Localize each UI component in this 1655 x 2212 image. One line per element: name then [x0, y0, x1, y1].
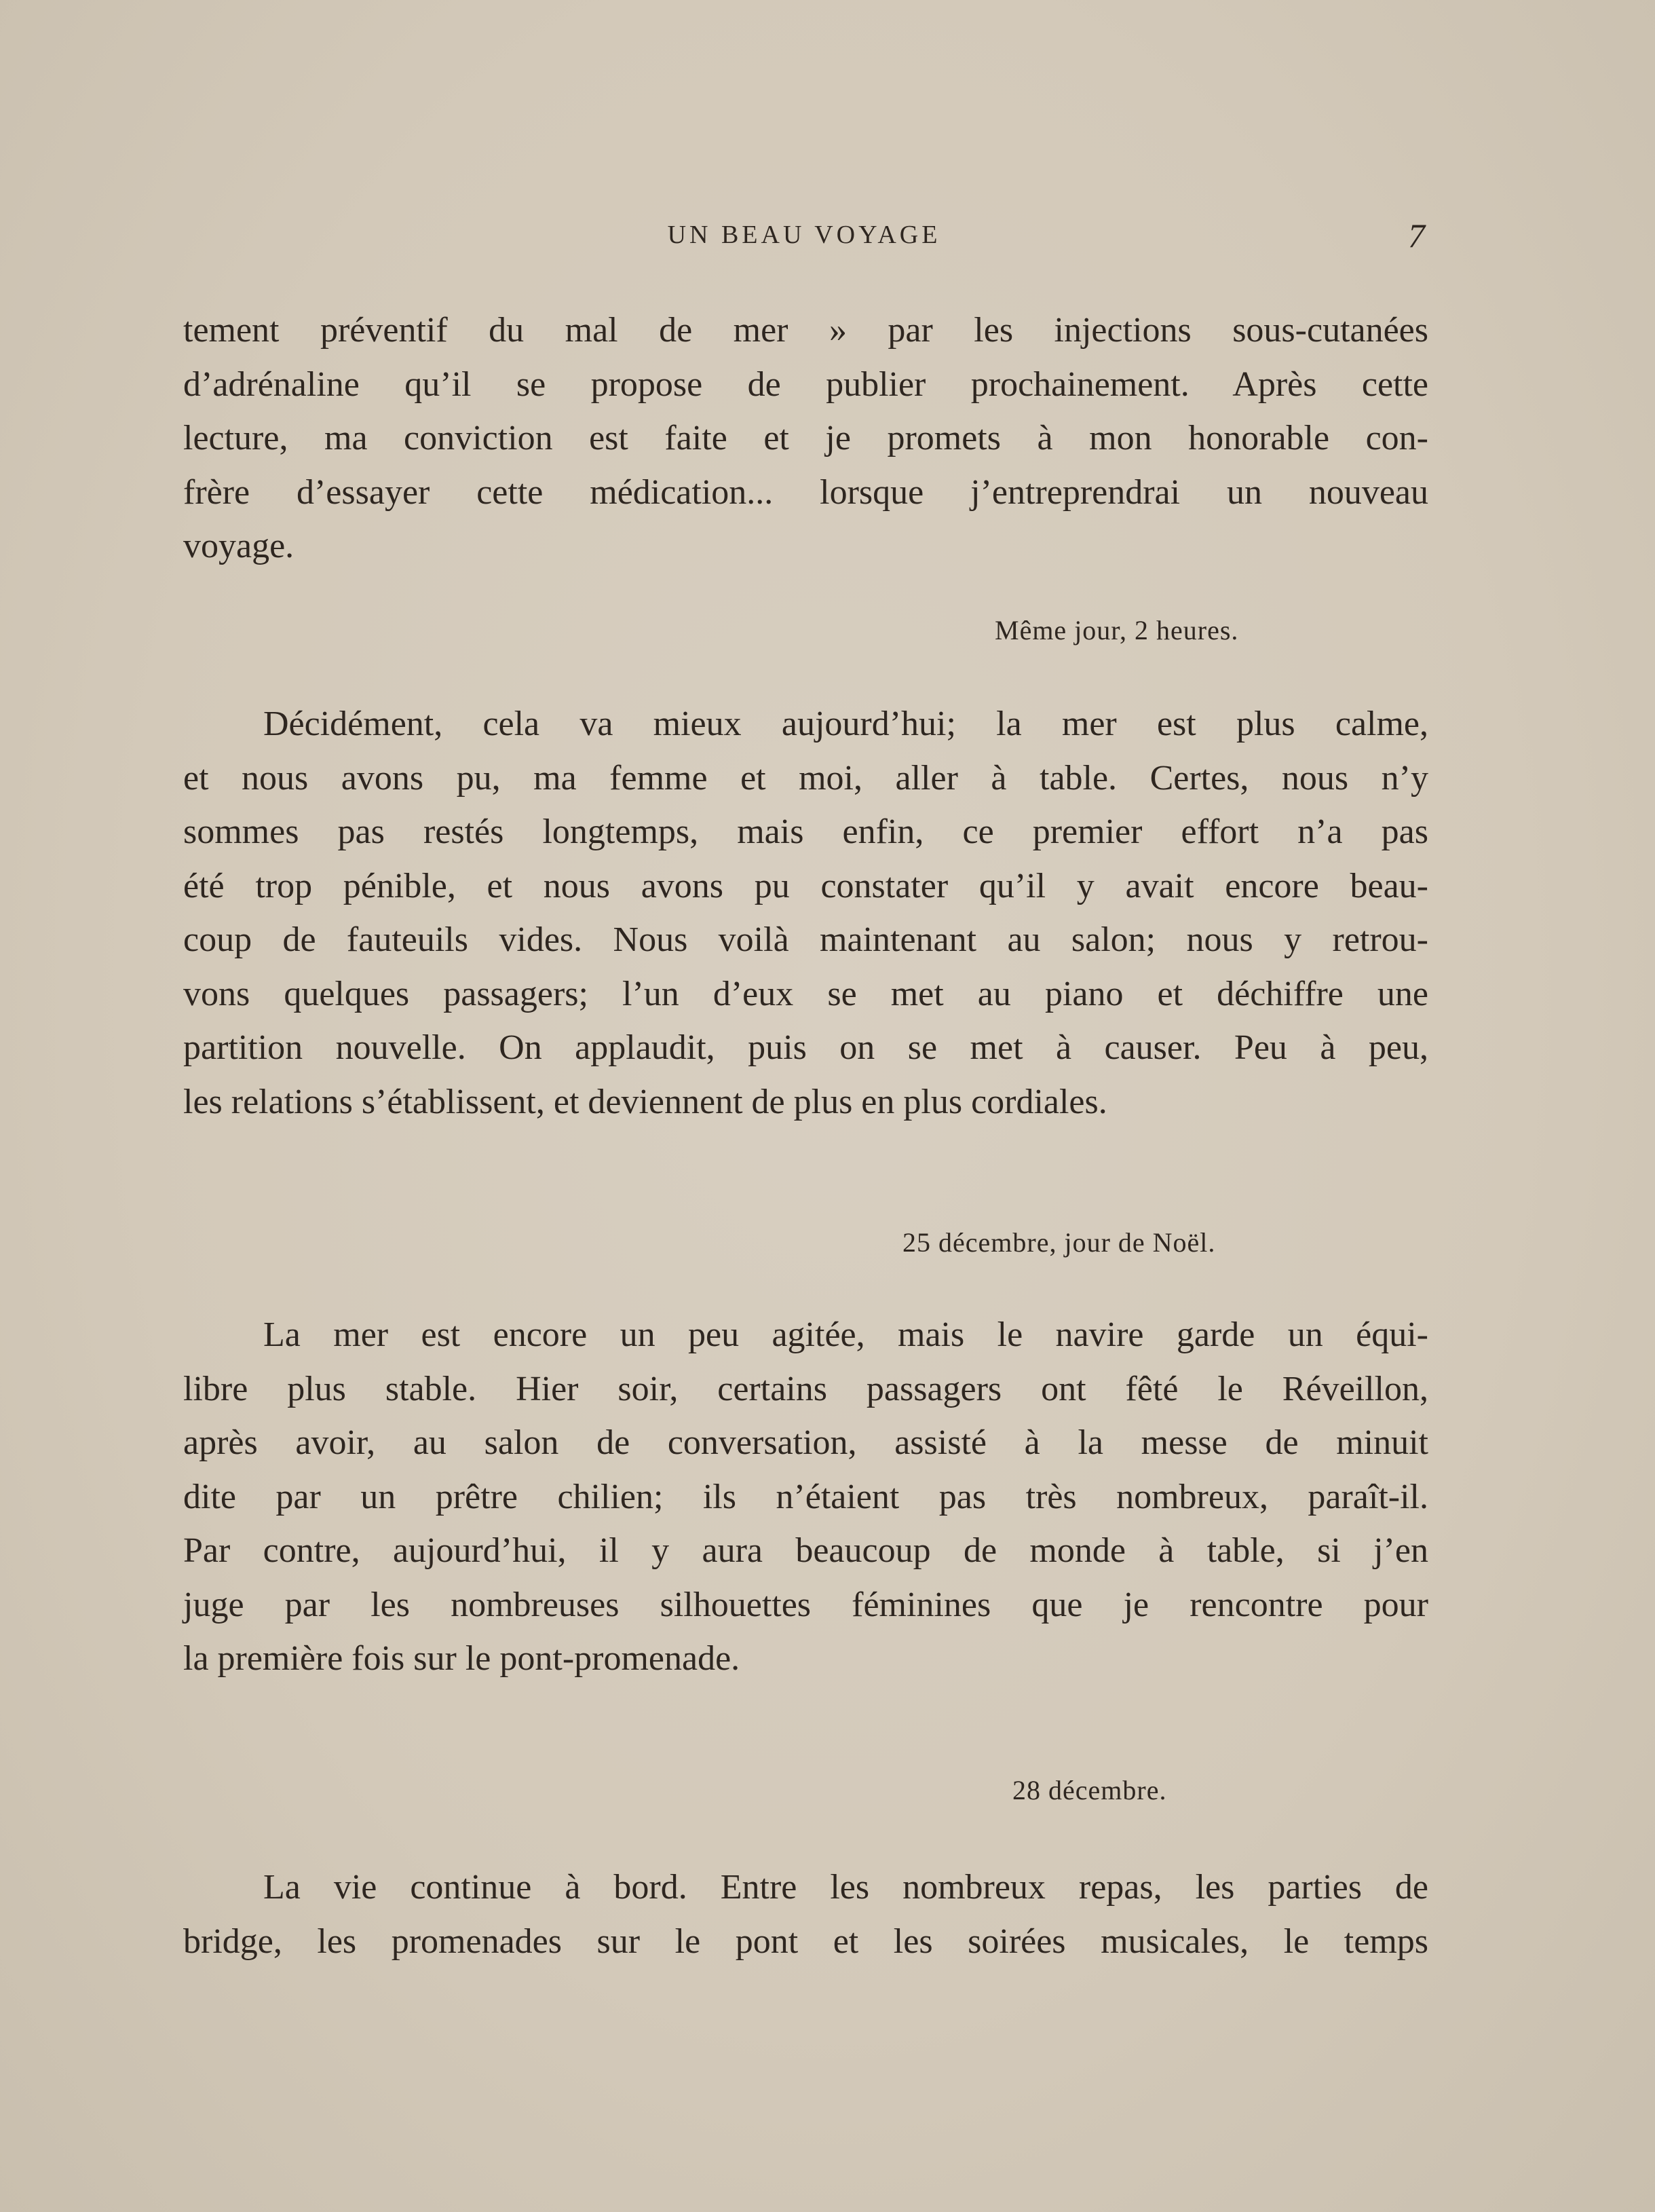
text-line: juge par les nombreuses silhouettes féminines que je rencontre pour	[183, 1585, 1428, 1624]
page-number: 7	[1408, 217, 1425, 255]
text-line: Décidément, cela va mieux aujourd’hui; la mer est plus calme,	[263, 705, 1428, 743]
text-line: libre plus stable. Hier soir, certains passagers ont fêté le Réveillon,	[183, 1369, 1428, 1408]
dateline-3: 28 décembre.	[1012, 1775, 1167, 1805]
paragraph-3	[183, 1308, 1428, 1686]
text-line: dite par un prêtre chilien; ils n’étaient pas très nombreux, paraît-il.	[183, 1477, 1428, 1516]
text-line: après avoir, au salon de conversation, assisté à la messe de minuit	[183, 1423, 1428, 1462]
paragraph-1	[183, 303, 1428, 574]
text-line: lecture, ma conviction est faite et je promets à mon honorable con-	[183, 419, 1428, 457]
text-line: d’adrénaline qu’il se propose de publier prochainement. Après cette	[183, 364, 1428, 404]
text-line: sommes pas restés longtemps, mais enfin, ce premier effort n’a pas	[183, 812, 1428, 851]
dateline-2: 25 décembre, jour de Noël.	[902, 1227, 1216, 1258]
text-line: La vie continue à bord. Entre les nombreux repas, les parties de	[263, 1868, 1428, 1907]
running-title: UN BEAU VOYAGE	[667, 221, 941, 249]
text-line: la première fois sur le pont-promenade.	[183, 1639, 740, 1678]
text-line: La mer est encore un peu agitée, mais le navire garde un équi-	[263, 1315, 1428, 1354]
text-line: Par contre, aujourd’hui, il y aura beaucoup de monde à table, si j’en	[183, 1531, 1428, 1570]
text-line: vons quelques passagers; l’un d’eux se met au piano et déchiffre une	[183, 974, 1428, 1013]
text-line: voyage.	[183, 527, 294, 565]
text-line: frère d’essayer cette médication... lorsque j’entreprendrai un nouveau	[183, 472, 1428, 512]
dateline-1: Même jour, 2 heures.	[995, 615, 1239, 645]
page-header	[183, 216, 1425, 257]
text-line: tement préventif du mal de mer » par les injections sous-cutanées	[183, 311, 1428, 350]
text-line: les relations s’établissent, et deviennent de plus en plus cordiales.	[183, 1082, 1107, 1121]
text-line: partition nouvelle. On applaudit, puis on se met à causer. Peu à peu,	[183, 1028, 1428, 1067]
text-line: bridge, les promenades sur le pont et les soirées musicales, le temps	[183, 1922, 1428, 1961]
text-line: et nous avons pu, ma femme et moi, aller à table. Certes, nous n’y	[183, 758, 1428, 798]
text-line: été trop pénible, et nous avons pu constater qu’il y avait encore beau-	[183, 866, 1428, 905]
text-line: coup de fauteuils vides. Nous voilà maintenant au salon; nous y retrou-	[183, 920, 1428, 959]
paragraph-4	[183, 1860, 1428, 1968]
paragraph-2	[183, 697, 1428, 1129]
